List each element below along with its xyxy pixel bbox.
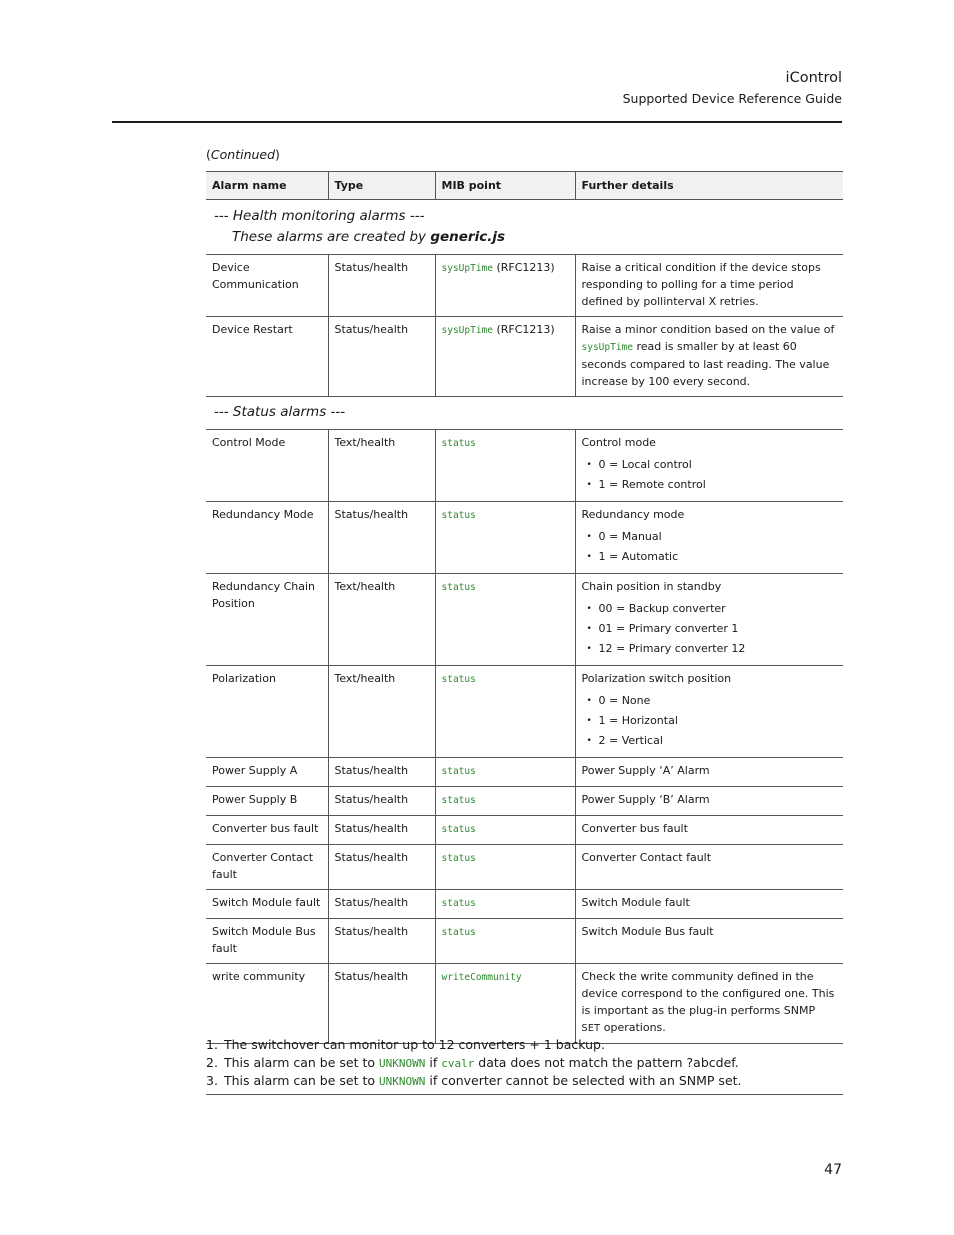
footnote-text: This alarm can be set to [224, 1073, 380, 1088]
list-item: • 0 = None [582, 691, 838, 711]
details-cell: Check the write community defined in the device correspond to the configured one. This is important as the plug-in performs SNMP SET operations. [575, 964, 843, 1044]
value-list [582, 691, 838, 751]
details-cell: Converter Contact fault [575, 845, 843, 890]
footnote-text: This alarm can be set to [224, 1054, 380, 1070]
footnote-text: if converter cannot be selected with an SNMP set. [425, 1073, 742, 1088]
page-number: 47 [824, 1162, 842, 1178]
alarm-name-cell: Switch Module Bus fault [206, 919, 328, 964]
column-header-type: Type [328, 172, 435, 200]
table-row [206, 317, 843, 397]
column-header-further-details: Further details [575, 172, 843, 200]
table-row [206, 574, 843, 666]
mib-point-cell: status [435, 430, 575, 502]
table-row [206, 845, 843, 890]
mib-point-cell: status [435, 574, 575, 666]
footnotes-rule [206, 1094, 843, 1095]
mib-point-cell: status [435, 919, 575, 964]
column-header-alarm-name: Alarm name [206, 172, 328, 200]
table-row [206, 502, 843, 574]
type-cell: Status/health [328, 919, 435, 964]
details-cell: Switch Module fault [575, 890, 843, 919]
section-health-monitoring [206, 200, 843, 255]
section-health-subtitle: These alarms are created by generic.js [232, 229, 506, 245]
list-item: • 0 = Manual [582, 527, 838, 547]
column-header-mib-point: MIB point [435, 172, 575, 200]
footnote-code: UNKNOWN [379, 1075, 426, 1088]
table-row [206, 666, 843, 758]
table-row [206, 758, 843, 787]
details-cell: Converter bus fault [575, 816, 843, 845]
footnote-code: UNKNOWN [379, 1056, 426, 1070]
list-item: • 2 = Vertical [582, 731, 838, 751]
alarm-name-cell: Device Restart [206, 317, 328, 397]
table-header-row [206, 172, 843, 200]
list-item: • 01 = Primary converter 1 [582, 619, 838, 639]
footnote-code: cvalr [441, 1056, 475, 1070]
details-cell: Power Supply ‘A’ Alarm [575, 758, 843, 787]
type-cell: Status/health [328, 845, 435, 890]
type-cell: Text/health [328, 666, 435, 758]
footnote-number: 2. [206, 1054, 218, 1070]
mib-point-cell: status [435, 666, 575, 758]
mib-point-cell: status [435, 845, 575, 890]
table-row [206, 787, 843, 816]
value-list [582, 599, 838, 659]
table-row [206, 890, 843, 919]
type-cell: Status/health [328, 890, 435, 919]
list-item: • 1 = Horizontal [582, 711, 838, 731]
type-cell: Status/health [328, 758, 435, 787]
footnote-2 [206, 1054, 843, 1073]
details-cell: Switch Module Bus fault [575, 919, 843, 964]
footnote-number: 1. [206, 1037, 218, 1052]
mib-point-cell: status [435, 787, 575, 816]
details-cell: Control mode • 0 = Local control • 1 = Remote control [575, 430, 843, 502]
table-row [206, 430, 843, 502]
table-footnotes [206, 1036, 843, 1091]
list-item: • 1 = Remote control [582, 475, 838, 495]
alarm-name-cell: Device Communication [206, 255, 328, 317]
type-cell: Text/health [328, 430, 435, 502]
section-row-status [206, 397, 843, 430]
type-cell: Text/health [328, 574, 435, 666]
alarms-table [206, 171, 843, 1044]
table-row [206, 255, 843, 317]
footnote-3 [206, 1072, 843, 1091]
table-row [206, 919, 843, 964]
type-cell: Status/health [328, 255, 435, 317]
details-cell: Polarization switch position • 0 = None • 1 = Horizontal • 2 = Vertical [575, 666, 843, 758]
details-cell: Power Supply ‘B’ Alarm [575, 787, 843, 816]
type-cell: Status/health [328, 502, 435, 574]
alarm-name-cell: Redundancy Chain Position [206, 574, 328, 666]
table-row [206, 816, 843, 845]
footnote-text: data does not match the pattern ?abcdef. [474, 1054, 739, 1070]
footnote-1 [206, 1036, 843, 1054]
mib-point-cell: status [435, 758, 575, 787]
details-cell: Raise a critical condition if the device stops responding to polling for a time period defined by pollinterval X retries. [575, 255, 843, 317]
type-cell: Status/health [328, 787, 435, 816]
alarm-name-cell: Converter Contact fault [206, 845, 328, 890]
alarm-name-cell: write community [206, 964, 328, 1044]
header-rule [112, 121, 842, 123]
section-health-title: --- Health monitoring alarms --- [214, 208, 425, 224]
mib-point-cell: writeCommunity [435, 964, 575, 1044]
details-cell: Chain position in standby • 00 = Backup converter • 01 = Primary converter 1 • 12 = Primary converter 12 [575, 574, 843, 666]
generic-js-name: generic.js [430, 229, 506, 245]
type-cell: Status/health [328, 816, 435, 845]
details-cell: Raise a minor condition based on the value of sysUpTime read is smaller by at least 60 seconds compared to last reading. The value increase by 100 every second. [575, 317, 843, 397]
section-row-health [206, 200, 843, 255]
alarm-name-cell: Converter bus fault [206, 816, 328, 845]
list-item: • 1 = Automatic [582, 547, 838, 567]
value-list [582, 455, 838, 495]
value-list [582, 527, 838, 567]
alarm-name-cell: Polarization [206, 666, 328, 758]
footnote-number: 3. [206, 1073, 218, 1088]
list-item: • 12 = Primary converter 12 [582, 639, 838, 659]
header-guide-title: Supported Device Reference Guide [622, 91, 842, 106]
type-cell: Status/health [328, 317, 435, 397]
mib-point-cell: sysUpTime (RFC1213) [435, 317, 575, 397]
list-item: • 00 = Backup converter [582, 599, 838, 619]
table-row [206, 964, 843, 1044]
header-product-title: iControl [785, 70, 842, 86]
alarm-name-cell: Power Supply A [206, 758, 328, 787]
mib-point-cell: status [435, 502, 575, 574]
footnote-text: The switchover can monitor up to 12 converters + 1 backup. [224, 1037, 605, 1052]
mib-point-cell: sysUpTime (RFC1213) [435, 255, 575, 317]
alarm-name-cell: Redundancy Mode [206, 502, 328, 574]
alarm-name-cell: Control Mode [206, 430, 328, 502]
type-cell: Status/health [328, 964, 435, 1044]
section-status-alarms: --- Status alarms --- [206, 397, 843, 430]
alarm-name-cell: Power Supply B [206, 787, 328, 816]
details-cell: Redundancy mode • 0 = Manual • 1 = Automatic [575, 502, 843, 574]
mib-point-cell: status [435, 816, 575, 845]
list-item: • 0 = Local control [582, 455, 838, 475]
mib-point-cell: status [435, 890, 575, 919]
footnote-text: if [425, 1054, 442, 1070]
alarm-name-cell: Switch Module fault [206, 890, 328, 919]
continued-label: (Continued) [206, 147, 280, 162]
